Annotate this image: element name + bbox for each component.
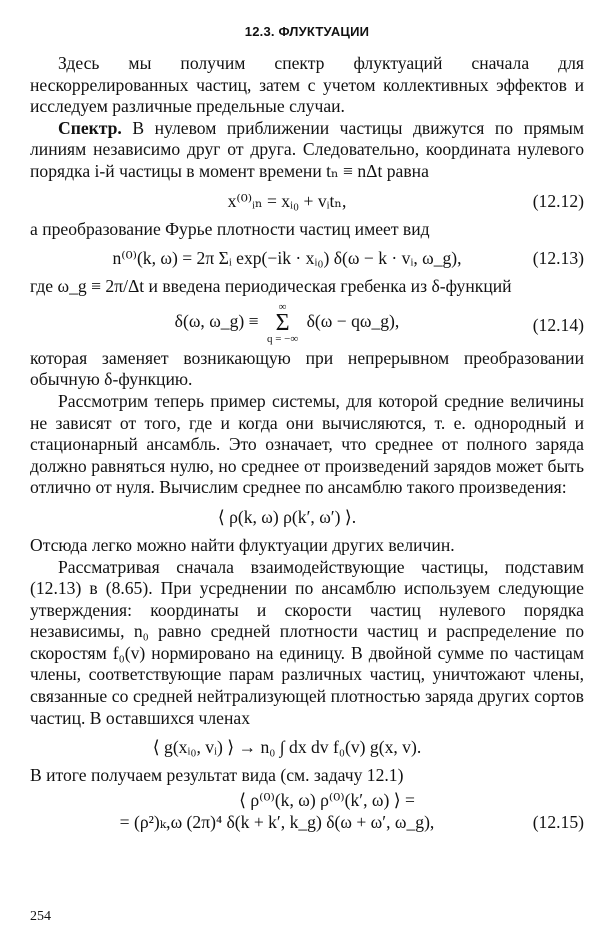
- equation-average: [30, 506, 584, 528]
- paragraph-fluctuations: Отсюда легко можно найти флуктуации других величин.: [30, 534, 455, 555]
- paragraph-fourier: а преобразование Фурье плотности частиц имеет вид: [30, 218, 430, 239]
- equation-integral: [30, 736, 584, 758]
- paragraph-spectrum: [30, 118, 584, 183]
- equation-line-1: ⟨ ρ⁽⁰⁾(k, ω) ρ⁽⁰⁾(k′, ω) ⟩ =: [239, 789, 415, 810]
- equation-body: ⟨ g(xᵢ₀, vᵢ) ⟩ → n₀ ∫ dx dv f₀(v) g(x, v).: [152, 737, 422, 758]
- equation-line-2: = (ρ²)ₖ,ω (2π)⁴ δ(k + k′, k_g) δ(ω + ω′, ω_g),: [119, 811, 435, 832]
- paragraph-comb: где ω_g ≡ 2π/Δt и введена периодическая гребенка из δ-функций: [30, 276, 512, 297]
- equation-body: ⟨ ρ(k, ω) ρ(k′, ω′) ⟩.: [217, 506, 357, 527]
- sigma-glyph: Σ: [275, 309, 290, 336]
- equation-number: (12.13): [532, 248, 584, 269]
- equation-left: δ(ω, ω_g) ≡: [174, 310, 259, 331]
- equation-body: x⁽⁰⁾ᵢₙ = xᵢ₀ + vᵢtₙ,: [227, 190, 347, 211]
- sum-lower-limit: q = −∞: [266, 332, 299, 345]
- equation-right: δ(ω − qω_g),: [306, 310, 400, 331]
- paragraph-spectrum-text: В нулевом приближении частицы движутся по прямым линиям независимо друг от друга. Следовательно, координата нулевого порядка i-й частицы в момент времени tₙ ≡ nΔt равна: [30, 117, 584, 181]
- equation-12-14: [30, 302, 584, 344]
- equation-number: (12.12): [532, 190, 584, 211]
- paragraph-result: В итоге получаем результат вида (см. задачу 12.1): [30, 765, 404, 786]
- section-header: 12.3. ФЛУКТУАЦИИ: [244, 24, 370, 39]
- run-in-heading: Спектр.: [58, 117, 122, 138]
- equation-body: [30, 302, 584, 344]
- equation-number: (12.14): [532, 314, 584, 335]
- sum-upper-limit: ∞: [278, 300, 287, 313]
- summation-symbol: [267, 302, 298, 344]
- equation-12-13: [30, 247, 584, 269]
- equation-number: (12.15): [532, 811, 584, 832]
- paragraph-replaces: которая заменяет возникающую при непрерывном преобразовании обычную δ-функцию.: [30, 347, 584, 390]
- equation-12-12: [30, 190, 584, 212]
- equation-body: n⁽⁰⁾(k, ω) = 2π Σᵢ exp(−ik · xᵢ₀) δ(ω − k · vᵢ, ω_g),: [112, 248, 462, 269]
- paragraph-interacting: Рассматривая сначала взаимодействующие частицы, подставим (12.13) в (8.65). При усреднении по ансамблю используем следующие утверждения: координаты и скорости частиц нулевого порядка независимы, n₀ равно средней плотности частиц и распределение по скоростям f₀(v) нормировано на единицу. В двойной сумме по частицам члены, соответствующие парам различных частиц, уничтожают члены, связанные со средней нейтрализующей плотностью заряда других сортов частиц. В оставшихся членах: [30, 556, 584, 728]
- paragraph-intro: Здесь мы получим спектр флуктуаций сначала для нескоррелированных частиц, затем с учетом коллективных эффектов и исследуем различные предельные случаи.: [30, 53, 584, 117]
- page-number: 254: [30, 909, 51, 924]
- equation-12-15: [30, 789, 584, 833]
- paragraph-ensemble: Рассмотрим теперь пример системы, для которой средние величины не зависят от того, где и когда они вычисляются, т. е. однородный и стационарный ансамбль. Это означает, что среднее от полного заряда должно равняться нулю, но среднее от произведений зарядов может быть отлично от нуля. Вычислим среднее по ансамблю такого произведения:: [30, 390, 584, 498]
